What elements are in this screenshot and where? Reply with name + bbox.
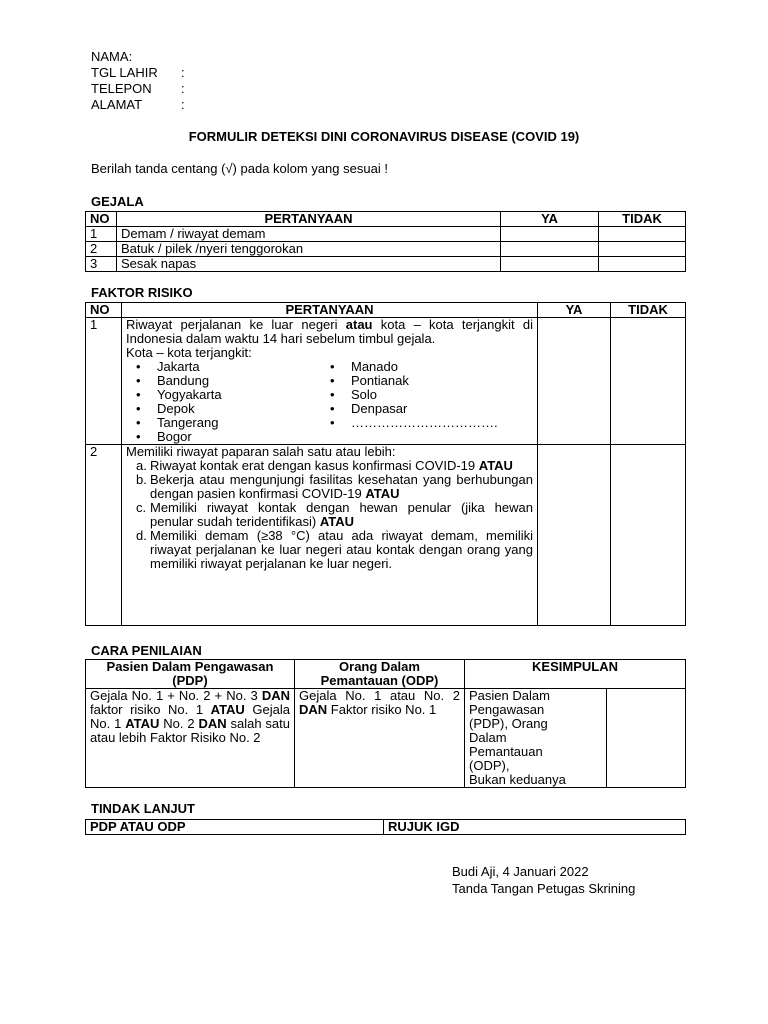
identity-separator: :: [181, 97, 185, 112]
cities-list: [126, 360, 533, 444]
identity-label: TGL LAHIR: [91, 65, 158, 80]
city-name: Manado: [351, 359, 398, 374]
col-header-yes: YA: [501, 212, 599, 227]
exposure-list: [126, 459, 533, 571]
item-text: [150, 529, 533, 571]
criteria-text: Gejala No. 1: [90, 702, 290, 731]
row-number: 3: [86, 257, 117, 272]
bullet-icon: •: [330, 387, 335, 402]
identity-row-address: [91, 98, 185, 114]
row-number: 2: [86, 242, 117, 257]
col-header-no: NO: [86, 303, 122, 318]
emphasis-text: DAN: [198, 716, 227, 731]
question-text: Memiliki demam (≥38 °C) atau ada riwayat demam, memiliki riwayat perjalanan ke luar negeri atau kontak dengan orang yang memiliki riwayat perjalanan ke luar negeri.: [150, 528, 533, 571]
col-header-yes: YA: [538, 303, 611, 318]
follow-up-condition: PDP ATAU ODP: [86, 820, 384, 835]
criteria-text: Gejala No. 1 + No. 2 + No. 3: [90, 688, 262, 703]
signature-label: Tanda Tangan Petugas Skrining: [452, 881, 636, 896]
item-text: [150, 501, 533, 529]
question-text: kota – kota terjangkit di Indonesia dalam waktu 14 hari sebelum timbul gejala.: [126, 317, 533, 346]
emphasis-text: atau: [345, 317, 373, 332]
city-name: Denpasar: [351, 401, 408, 416]
question-text: Bekerja atau mengunjungi fasilitas kesehatan yang berhubungan dengan pasien konfirmasi COVID-19: [150, 472, 533, 501]
table-row: [86, 445, 686, 626]
bullet-icon: •: [330, 401, 335, 416]
pdp-criteria: [86, 689, 295, 788]
item-text: [150, 459, 533, 473]
row-question: [122, 445, 538, 626]
list-item: [320, 416, 510, 430]
checkbox-yes[interactable]: [501, 242, 599, 257]
question-text: Riwayat kontak erat dengan kasus konfirmasi COVID-19: [150, 458, 479, 473]
row-number: 1: [86, 227, 117, 242]
col-header-kesimpulan: KESIMPULAN: [465, 660, 686, 689]
instruction-text: Berilah tanda centang (√) pada kolom yang sesuai !: [91, 161, 388, 176]
assessment-table: [85, 659, 686, 788]
identity-row-birthdate: [91, 66, 185, 82]
col-header-question: PERTANYAAN: [117, 212, 501, 227]
col-header-odp: Orang Dalam Pemantauan (ODP): [295, 660, 465, 689]
list-item: [126, 501, 533, 529]
list-item: [126, 459, 533, 473]
city-name: Bandung: [157, 373, 210, 388]
checkbox-yes[interactable]: [501, 227, 599, 242]
row-question: Sesak napas: [117, 257, 501, 272]
item-text: [150, 473, 533, 501]
col-header-no: NO: [86, 212, 117, 227]
table-row: [86, 242, 686, 257]
identity-block: [91, 50, 185, 114]
conclusion-options: [465, 689, 607, 788]
list-item: [126, 388, 320, 402]
bullet-icon: •: [136, 401, 141, 416]
identity-separator: :: [181, 65, 185, 80]
table-header-row: [86, 212, 686, 227]
checkbox-yes[interactable]: [538, 318, 611, 445]
conclusion-text: Pasien Dalam Pengawasan (PDP), Orang Dalam Pemantauan (ODP),: [469, 688, 550, 773]
table-header-row: [86, 303, 686, 318]
criteria-text: Faktor risiko No. 1: [327, 702, 437, 717]
signature-place-date: Budi Aji, 4 Januari 2022: [452, 864, 589, 879]
conclusion-answer-cell[interactable]: [607, 689, 686, 788]
item-marker: d.: [136, 528, 147, 543]
emphasis-text: ATAU: [210, 702, 245, 717]
emphasis-text: ATAU: [478, 458, 513, 473]
emphasis-text: ATAU: [319, 514, 355, 529]
form-title: FORMULIR DETEKSI DINI CORONAVIRUS DISEASE (COVID 19): [188, 129, 580, 144]
list-item: [126, 374, 320, 388]
city-name: Yogyakarta: [157, 387, 222, 402]
section-heading-faktor-risiko: FAKTOR RISIKO: [91, 285, 193, 300]
criteria-text: faktor risiko No. 1: [90, 702, 211, 717]
col-header-no-answer: TIDAK: [599, 212, 686, 227]
checkbox-yes[interactable]: [501, 257, 599, 272]
criteria-text: salah satu atau lebih Faktor Risiko No. 2: [90, 716, 291, 745]
bullet-icon: •: [136, 373, 141, 388]
identity-separator: :: [128, 49, 133, 64]
exposure-intro: Memiliki riwayat paparan salah satu atau lebih:: [126, 444, 396, 459]
list-item: [320, 402, 510, 416]
bullet-icon: •: [136, 387, 141, 402]
table-row: [86, 227, 686, 242]
checkbox-no[interactable]: [611, 445, 686, 626]
city-name: Solo: [351, 387, 378, 402]
emphasis-text: DAN: [261, 688, 290, 703]
list-item: [126, 473, 533, 501]
identity-label: NAMA: [91, 49, 129, 64]
row-question: Batuk / pilek /nyeri tenggorokan: [117, 242, 501, 257]
identity-row-name: [91, 50, 185, 66]
follow-up-action: RUJUK IGD: [384, 820, 686, 835]
bullet-icon: •: [330, 373, 335, 388]
city-name: Jakarta: [157, 359, 200, 374]
list-item: [126, 416, 320, 430]
table-row: [86, 318, 686, 445]
col-header-pdp: Pasien Dalam Pengawasan (PDP): [86, 660, 295, 689]
emphasis-text: ATAU: [365, 486, 400, 501]
row-question: [122, 318, 538, 445]
col-header-question: PERTANYAAN: [122, 303, 538, 318]
col-header-no-answer: TIDAK: [611, 303, 686, 318]
city-name: Bogor: [157, 429, 192, 444]
gejala-table: [85, 211, 686, 272]
identity-label: ALAMAT: [91, 97, 143, 112]
identity-row-phone: [91, 82, 185, 98]
odp-criteria: [295, 689, 465, 788]
identity-separator: :: [181, 81, 185, 96]
checkbox-no[interactable]: [599, 242, 686, 257]
bullet-icon: •: [330, 359, 335, 374]
city-name: Tangerang: [157, 415, 219, 430]
bullet-icon: •: [136, 429, 141, 444]
bullet-icon: •: [136, 359, 141, 374]
checkbox-no[interactable]: [611, 318, 686, 445]
item-marker: b.: [136, 472, 147, 487]
follow-up-table: [85, 819, 686, 835]
table-row: [86, 820, 686, 835]
section-heading-tindak-lanjut: TINDAK LANJUT: [91, 801, 195, 816]
section-heading-gejala: GEJALA: [91, 194, 144, 209]
item-marker: a.: [136, 458, 147, 473]
list-item: [126, 529, 533, 571]
city-name: Depok: [157, 401, 195, 416]
question-text: Riwayat perjalanan ke luar negeri: [126, 317, 346, 332]
question-text: Memiliki riwayat kontak dengan hewan penular (jika hewan penular sudah teridentifikasi): [150, 500, 533, 529]
bullet-icon: •: [330, 415, 335, 430]
cities-label: Kota – kota terjangkit:: [126, 345, 252, 360]
checkbox-yes[interactable]: [538, 445, 611, 626]
travel-history-text: [126, 318, 533, 346]
row-number: 1: [86, 318, 122, 445]
row-question: Demam / riwayat demam: [117, 227, 501, 242]
checkbox-no[interactable]: [599, 227, 686, 242]
criteria-text: No. 2: [159, 716, 199, 731]
checkbox-no[interactable]: [599, 257, 686, 272]
emphasis-text: DAN: [299, 702, 328, 717]
city-name: Pontianak: [351, 373, 409, 388]
item-marker: c.: [136, 500, 147, 515]
table-row: [86, 689, 686, 788]
row-number: 2: [86, 445, 122, 626]
list-item: [126, 360, 320, 374]
list-item: [126, 402, 320, 416]
city-blank: …………………………….: [351, 415, 498, 430]
section-heading-cara-penilaian: CARA PENILAIAN: [91, 643, 202, 658]
conclusion-text: Bukan keduanya: [469, 772, 566, 787]
identity-label: TELEPON: [91, 81, 152, 96]
criteria-text: Gejala No. 1 atau No. 2: [299, 688, 460, 703]
list-item: [320, 388, 510, 402]
list-item: [320, 360, 510, 374]
list-item: [126, 430, 320, 444]
list-item: [320, 374, 510, 388]
table-row: [86, 257, 686, 272]
table-header-row: [86, 660, 686, 689]
faktor-risiko-table: [85, 302, 686, 626]
emphasis-text: ATAU: [125, 716, 160, 731]
bullet-icon: •: [136, 415, 141, 430]
